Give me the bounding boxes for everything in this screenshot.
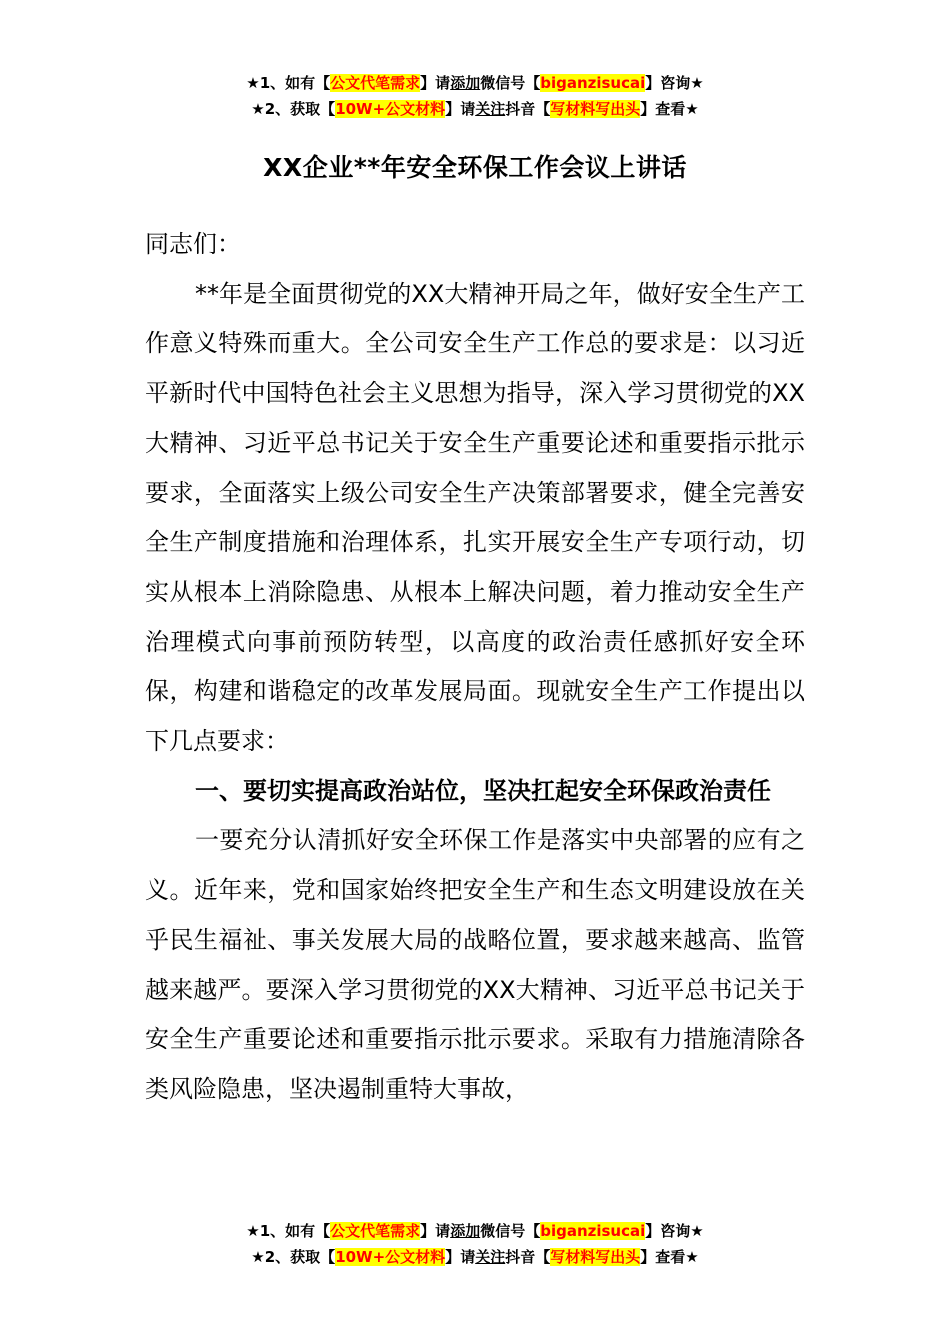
promo-text: 】查看★ xyxy=(640,100,699,118)
promo-line-2 xyxy=(0,96,950,122)
promo-underline: 添加 xyxy=(450,74,481,92)
promo-text: 】请 xyxy=(445,100,476,118)
promo-highlight: 写材料写出头 xyxy=(550,1248,641,1266)
section-heading: 一、要切实提高政治站位，坚决扛起安全环保政治责任 xyxy=(195,776,771,805)
promo-banner-bottom xyxy=(0,1218,950,1270)
promo-underline: 添加 xyxy=(450,1222,481,1240)
promo-text: ★2、获取【 xyxy=(251,1248,336,1266)
promo-highlight: 公文代笔需求 xyxy=(330,1222,421,1240)
document-body xyxy=(145,220,805,1115)
body-paragraph: 一要充分认清抓好安全环保工作是落实中央部署的应有之义。近年来，党和国家始终把安全生产和生态文明建设放在关乎民生福祉、事关发展大局的战略位置，要求越来越高、监管越来越严。要深入学习贯彻党的XX大精神、习近平总书记关于安全生产重要论述和重要指示批示要求。采取有力措施清除各类风险隐患，坚决遏制重特大事故， xyxy=(145,826,805,1103)
promo-highlight: biganzisucai xyxy=(540,74,646,92)
promo-highlight: 10W+公文材料 xyxy=(335,1248,446,1266)
promo-underline: 关注 xyxy=(475,100,506,118)
salutation: 同志们： xyxy=(145,230,241,258)
promo-text: ★1、如有【 xyxy=(246,1222,331,1240)
promo-text: 】查看★ xyxy=(640,1248,699,1266)
promo-text: ★2、获取【 xyxy=(251,100,336,118)
promo-line-1 xyxy=(0,70,950,96)
promo-highlight: 10W+公文材料 xyxy=(335,100,446,118)
promo-highlight: 写材料写出头 xyxy=(550,100,641,118)
promo-text: 微信号【 xyxy=(480,1222,541,1240)
promo-underline: 关注 xyxy=(475,1248,506,1266)
promo-highlight: biganzisucai xyxy=(540,1222,646,1240)
promo-text: 】咨询★ xyxy=(645,1222,704,1240)
promo-text: 】请 xyxy=(445,1248,476,1266)
promo-text: 】请 xyxy=(420,74,451,92)
promo-line-1 xyxy=(0,1218,950,1244)
promo-text: 抖音【 xyxy=(505,100,551,118)
promo-highlight: 公文代笔需求 xyxy=(330,74,421,92)
body-paragraph: **年是全面贯彻党的XX大精神开局之年，做好安全生产工作意义特殊而重大。全公司安全生产工作总的要求是：以习近平新时代中国特色社会主义思想为指导，深入学习贯彻党的XX大精神、习近平总书记关于安全生产重要论述和重要指示批示要求，全面落实上级公司安全生产决策部署要求，健全完善安全生产制度措施和治理体系，扎实开展安全生产专项行动，切实从根本上消除隐患、从根本上解决问题，着力推动安全生产治理模式向事前预防转型，以高度的政治责任感抓好安全环保，构建和谐稳定的改革发展局面。现就安全生产工作提出以下几点要求： xyxy=(145,279,805,756)
promo-line-2 xyxy=(0,1244,950,1270)
promo-text: ★1、如有【 xyxy=(246,74,331,92)
document-title: XX企业**年安全环保工作会议上讲话 xyxy=(263,153,687,182)
promo-text: 】咨询★ xyxy=(645,74,704,92)
promo-text: 微信号【 xyxy=(480,74,541,92)
promo-text: 抖音【 xyxy=(505,1248,551,1266)
promo-text: 】请 xyxy=(420,1222,451,1240)
promo-banner-top xyxy=(0,70,950,122)
